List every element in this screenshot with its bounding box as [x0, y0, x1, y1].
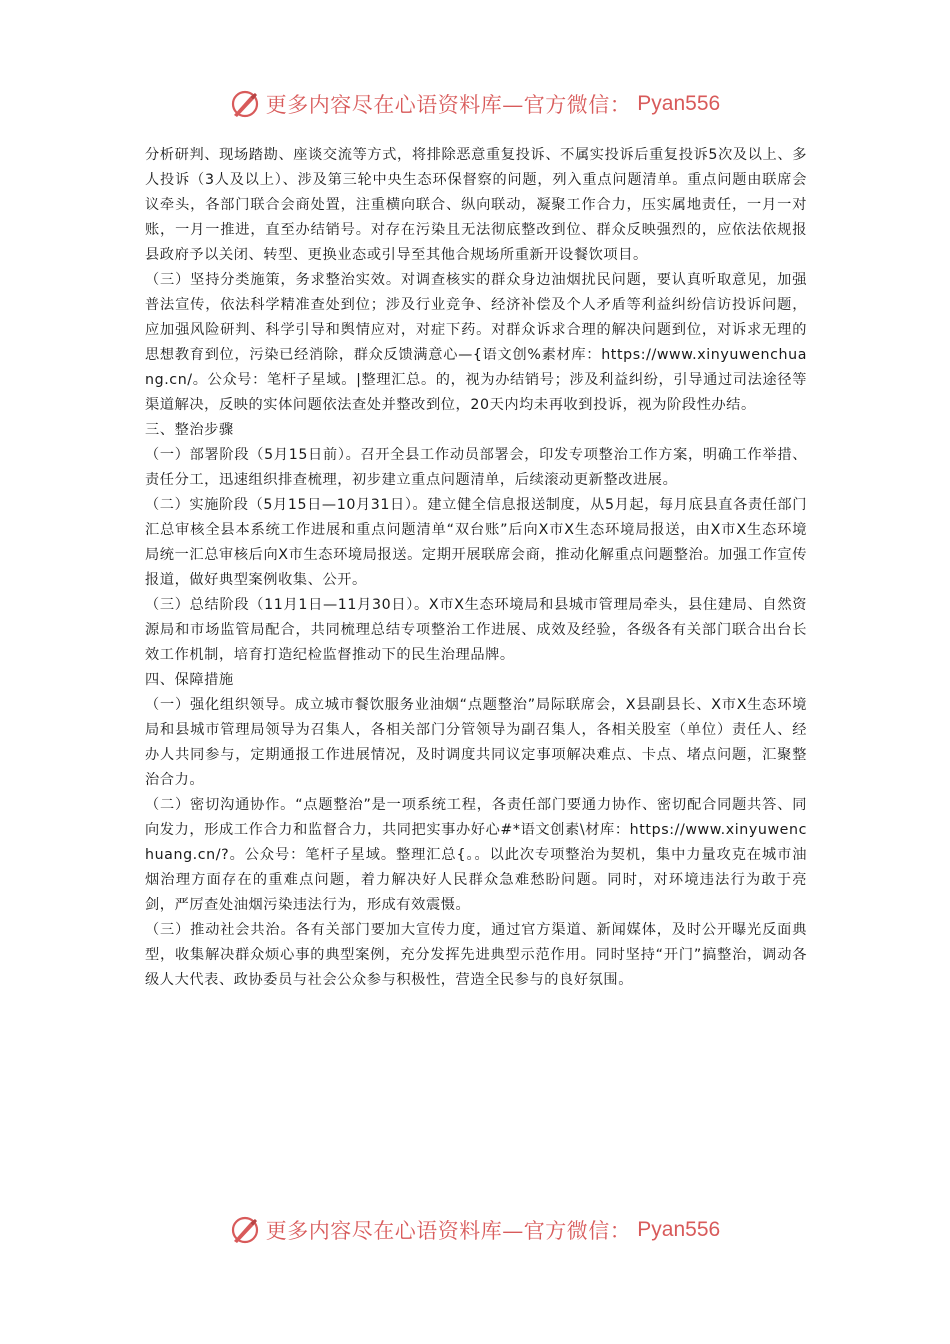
pen-circle-logo-icon [230, 89, 260, 119]
paragraph: （一）部署阶段（5月15日前）。召开全县工作动员部署会，印发专项整治工作方案，明确工作举措、责任分工，迅速组织排查梳理，初步建立重点问题清单，后续滚动更新整改进展。 [145, 447, 807, 488]
footer-banner [0, 1212, 950, 1248]
header-banner-inner [230, 89, 720, 119]
footer-banner-inner [230, 1215, 720, 1245]
document-body [145, 143, 807, 993]
paragraph: （三）总结阶段（11月1日—11月30日）。X市X生态环境局和县城市管理局牵头，县住建局、自然资源局和市场监管局配合，共同梳理总结专项整治工作进展、成效及经验，各级各有关部门联合出台长效工作机制，培育打造纪检监督推动下的民生治理品牌。 [145, 597, 807, 663]
paragraph: （三）推动社会共治。各有关部门要加大宣传力度，通过官方渠道、新闻媒体，及时公开曝光反面典型，收集解决群众烦心事的典型案例，充分发挥先进典型示范作用。同时坚持“开门”搞整治，调动各级人大代表、政协委员与社会公众参与积极性，营造全民参与的良好氛围。 [145, 922, 807, 988]
section-heading: 三、整治步骤 [145, 422, 234, 438]
banner-wechat-id: Pyan556 [637, 92, 721, 115]
banner-text: 更多内容尽在心语资料库—官方微信： [265, 93, 632, 117]
paragraph: 分析研判、现场踏勘、座谈交流等方式，将排除恶意重复投诉、不属实投诉后重复投诉5次及以上、多人投诉（3人及以上）、涉及第三轮中央生态环保督察的问题，列入重点问题清单。重点问题由联席会议牵头，各部门联合会商处置，注重横向联合、纵向联动，凝聚工作合力，压实属地责任，一月一对账，一月一推进，直至办结销号。对存在污染且无法彻底整改到位、群众反映强烈的，应依法依规报县政府予以关闭、转型、更换业态或引导至其他合规场所重新开设餐饮项目。 [145, 147, 807, 263]
banner-text: 更多内容尽在心语资料库—官方微信： [265, 1219, 632, 1243]
paragraph: （三）坚持分类施策，务求整治实效。对调查核实的群众身边油烟扰民问题，要认真听取意见，加强普法宣传，依法科学精准查处到位；涉及行业竞争、经济补偿及个人矛盾等利益纠纷信访投诉问题，应加强风险研判、科学引导和舆情应对，对症下药。对群众诉求合理的解决问题到位，对诉求无理的思想教育到位，污染已经消除，群众反馈满意心—{语文创%素材库：https://www.xinyuwenchuang.cn/。公众号：笔杆子星域。|整理汇总。的，视为办结销号；涉及利益纠纷，引导通过司法途径等渠道解决，反映的实体问题依法查处并整改到位，20天内均未再收到投诉，视为阶段性办结。 [145, 272, 807, 413]
header-banner [0, 86, 950, 122]
paragraph: （一）强化组织领导。成立城市餐饮服务业油烟“点题整治”局际联席会，X县副县长、X市X生态环境局和县城市管理局领导为召集人，各相关部门分管领导为副召集人，各相关股室（单位）责任人、经办人共同参与，定期通报工作进展情况，及时调度共同议定事项解决难点、卡点、堵点问题，汇聚整治合力。 [145, 697, 807, 788]
paragraph: （二）密切沟通协作。“点题整治”是一项系统工程，各责任部门要通力协作、密切配合同题共答、同向发力，形成工作合力和监督合力，共同把实事办好心#*语文创素\材库：https://www.xinyuwenchuang.cn/?。公众号：笔杆子星域。整理汇总{。。以此次专项整治为契机，集中力量攻克在城市油烟治理方面存在的重难点问题，着力解决好人民群众急难愁盼问题。同时，对环境违法行为敢于亮剑，严厉查处油烟污染违法行为，形成有效震慑。 [145, 797, 807, 913]
pen-circle-logo-icon [230, 1215, 260, 1245]
section-heading: 四、保障措施 [145, 672, 234, 688]
banner-wechat-id: Pyan556 [637, 1218, 721, 1241]
paragraph: （二）实施阶段（5月15日—10月31日）。建立健全信息报送制度，从5月起，每月底县直各责任部门汇总审核全县本系统工作进展和重点问题清单“双台账”后向X市X生态环境局报送，由X市X生态环境局统一汇总审核后向X市生态环境局报送。定期开展联席会商，推动化解重点问题整治。加强工作宣传报道，做好典型案例收集、公开。 [145, 497, 807, 588]
